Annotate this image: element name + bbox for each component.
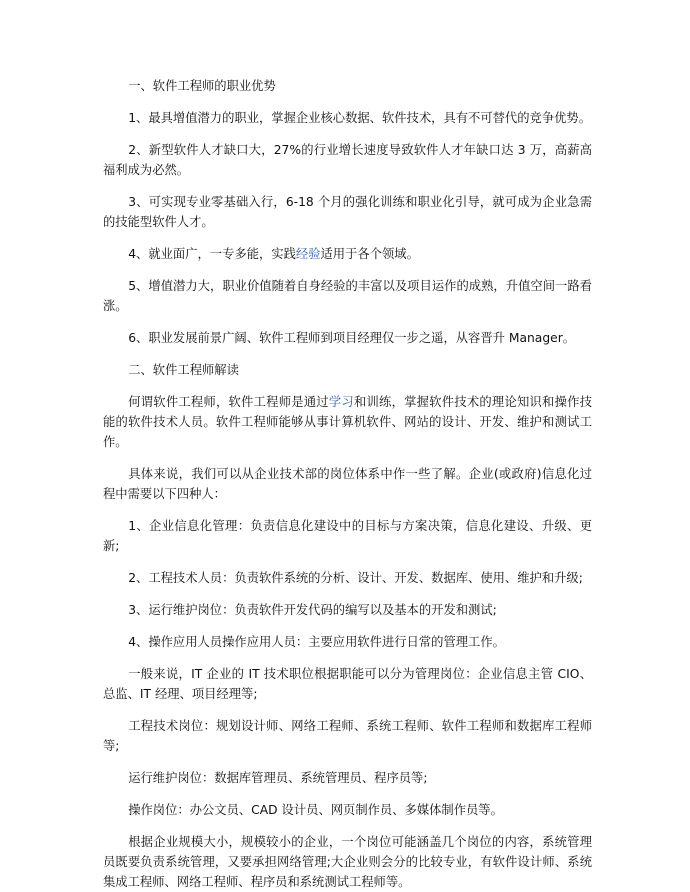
text-span: 何谓软件工程师，软件工程师是通过 (128, 395, 329, 409)
text-span: 和训练，掌握软件技术的理论知识和操作技能的软件技术人员。软件工程师能够从事计算机软件、网站的设计、开发、维护和测试工作。 (103, 395, 592, 449)
paragraph: 具体来说，我们可以从企业技术部的岗位体系中作一些了解。企业(或政府)信息化过程中需要以下四种人： (103, 467, 592, 501)
experience-link[interactable]: 经验 (295, 247, 321, 261)
paragraph: 5、增值潜力大，职业价值随着自身经验的丰富以及项目运作的成熟，升值空间一路看涨。 (103, 279, 592, 313)
paragraph: 根据企业规模大小，规模较小的企业，一个岗位可能涵盖几个岗位的内容，系统管理员既要负责系统管理，又要承担网络管理;大企业则会分的比较专业，有软件设计师、系统集成工程师、网络工程师、程序员和系统测试工程师等。 (103, 835, 592, 889)
paragraph: 2、新型软件人才缺口大，27%的行业增长速度导致软件人才年缺口达 3 万，高薪高福利成为必然。 (103, 143, 592, 177)
paragraph: 一般来说，IT 企业的 IT 技术职位根据职能可以分为管理岗位：企业信息主管 CIO、总监、IT 经理、项目经理等; (103, 667, 592, 701)
paragraph: 3、可实现专业零基础入行，6-18 个月的强化训练和职业化引导，就可成为企业急需的技能型软件人才。 (103, 195, 592, 229)
section-heading-interpretation: 二、软件工程师解读 (128, 363, 239, 377)
paragraph: 1、企业信息化管理：负责信息化建设中的目标与方案决策，信息化建设、升级、更新; (103, 519, 592, 553)
paragraph: 4、操作应用人员操作应用人员：主要应用软件进行日常的管理工作。 (128, 635, 505, 649)
study-link[interactable]: 学习 (328, 395, 354, 409)
paragraph: 工程技术岗位：规划设计师、网络工程师、系统工程师、软件工程师和数据库工程师等; (103, 719, 592, 753)
paragraph: 运行维护岗位：数据库管理员、系统管理员、程序员等; (128, 771, 428, 785)
section-heading-advantages: 一、软件工程师的职业优势 (128, 79, 276, 93)
paragraph (103, 244, 592, 264)
paragraph: 6、职业发展前景广阔、软件工程师到项目经理仅一步之遥，从容晋升 Manager。 (128, 331, 576, 345)
paragraph (103, 392, 592, 452)
paragraph: 3、运行维护岗位：负责软件开发代码的编写以及基本的开发和测试; (128, 603, 497, 617)
paragraph: 操作岗位：办公文员、CAD 设计员、网页制作员、多媒体制作员等。 (128, 803, 503, 817)
paragraph: 1、最具增值潜力的职业，掌握企业核心数据、软件技术，具有不可替代的竞争优势。 (128, 111, 592, 125)
paragraph: 2、工程技术人员：负责软件系统的分析、设计、开发、数据库、使用、维护和升级; (128, 571, 583, 585)
text-span: 4、就业面广，一专多能，实践 (128, 247, 296, 261)
text-span: 适用于各个领域。 (320, 247, 419, 261)
